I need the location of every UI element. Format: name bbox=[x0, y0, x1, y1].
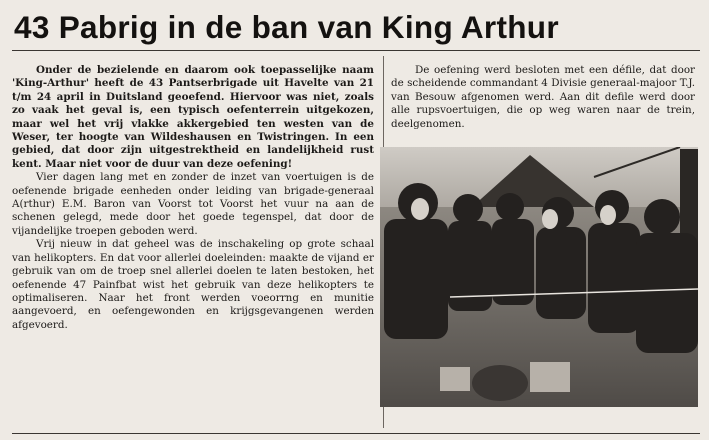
paragraph-2: Vier dagen lang met en zonder de inzet van voertuigen is de oefenende brigade eenheden onder leiding van brigade-generaal A(rthur) E.M. Baron van Voorst tot Voorst het vuur na aan de schenen gelegd, mede door het goede tegenspel, dat door de vijandelijke troepen geboden werd. bbox=[12, 171, 374, 237]
headline: 43 Pabrig in de ban van King Arthur bbox=[14, 9, 559, 45]
photo-image bbox=[380, 147, 698, 407]
article-photo bbox=[380, 147, 698, 407]
right-column bbox=[391, 64, 695, 131]
paragraph-4: De oefening werd besloten met een défile, dat door de scheidende commandant 4 Divisie generaal-majoor T.J. van Besouw afgenomen werd. Aan dit defile werd door alle rupsvoertuigen, die op weg waren naar de trein, deelgenomen. bbox=[391, 64, 695, 130]
left-column bbox=[12, 64, 374, 332]
top-rule bbox=[12, 50, 700, 51]
bottom-rule bbox=[12, 433, 700, 434]
lead-paragraph: Onder de bezielende en daarom ook toepasselijke naam 'King-Arthur' heeft de 43 Pantserbrigade uit Havelte van 21 t/m 24 april in Duitsland geoefend. Hiervoor was niet, zoals zo vaak het geval is, een typisch oefenterrein uitgekozen, maar wel het vrij vlakke akkergebied ten westen van de Weser, ter hoogte van Wildeshausen en Twistringen. In een gebied, dat door zijn uitgestrektheid en landelijkheid rust kent. Maar niet voor de duur van deze oefening! bbox=[12, 64, 374, 170]
paragraph-3: Vrij nieuw in dat geheel was de inschakeling op grote schaal van helikopters. En dat voor allerlei doeleinden: maakte de vijand er gebruik van om de troep snel allerlei doelen te laten bestoken, het oefenende 47 Painfbat wist het gebruik van deze helikopters te optimaliseren. Naar het front werden voeorrng en munitie aangevoerd, en oefengewonden en krijgsgevangenen werden afgevoerd. bbox=[12, 238, 374, 331]
